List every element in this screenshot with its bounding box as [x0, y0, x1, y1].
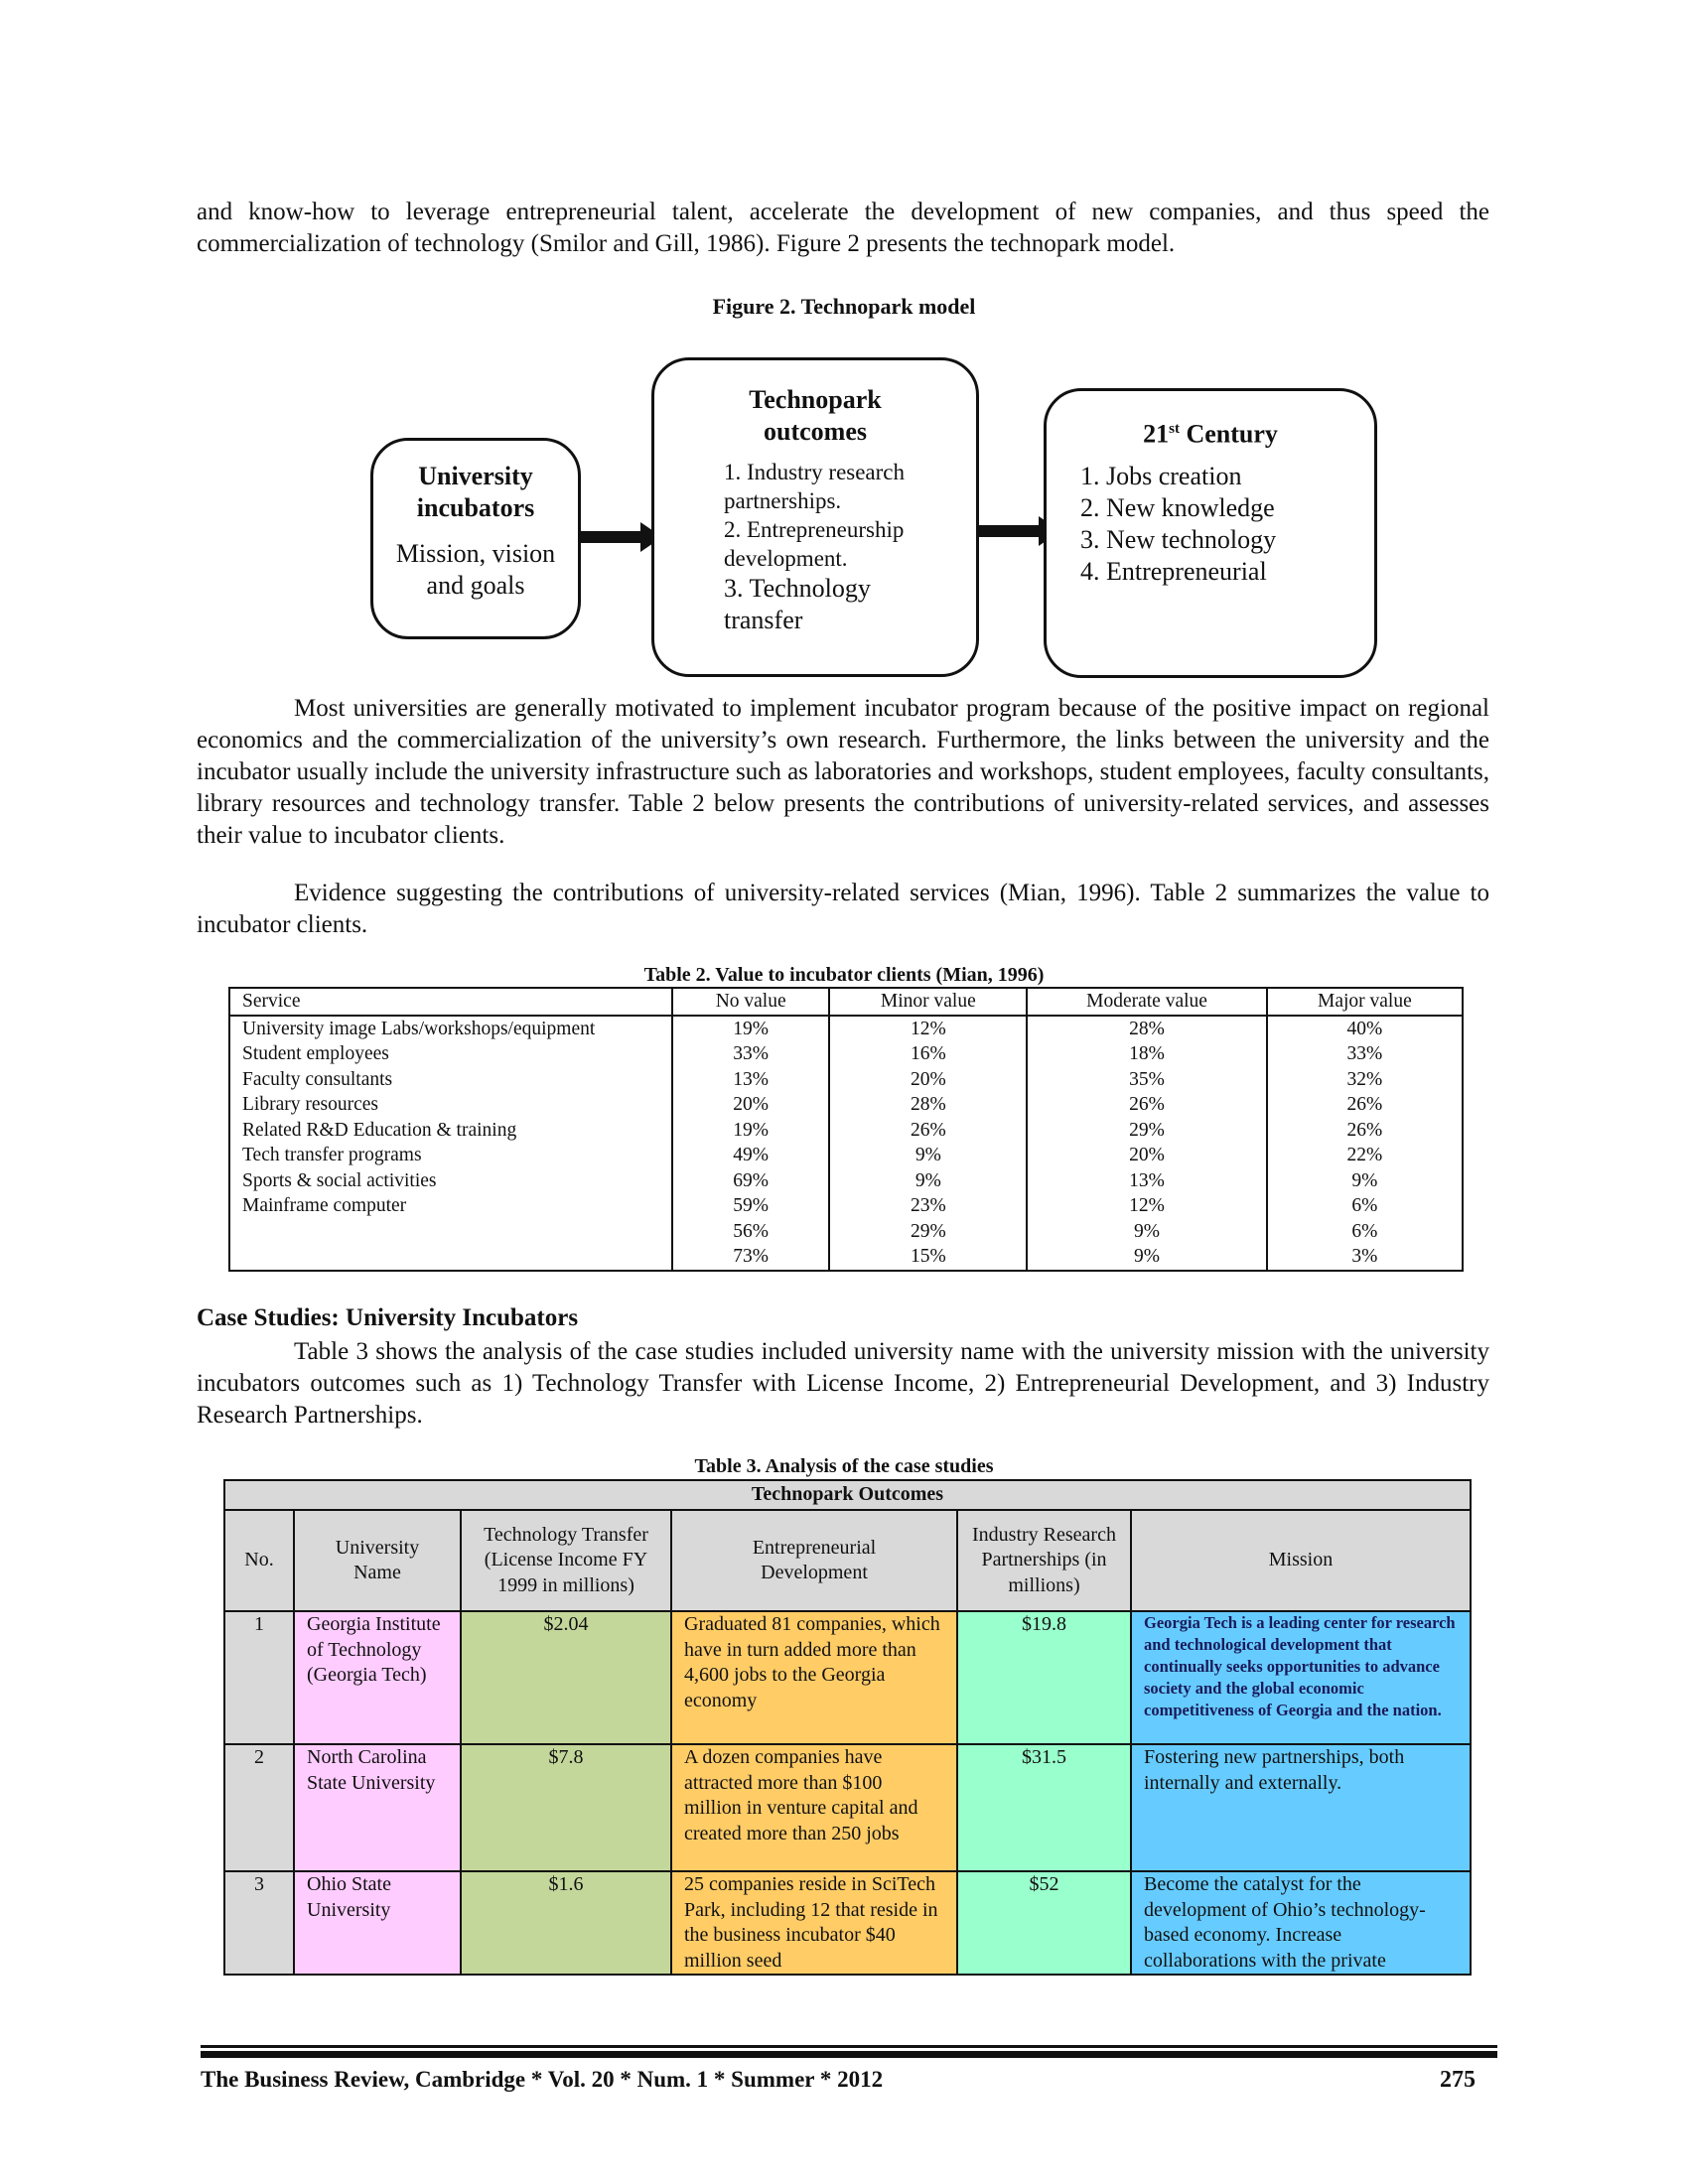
table3-cell-no: 1: [224, 1611, 294, 1744]
table2-cell-minor-value: 20%: [829, 1067, 1027, 1093]
table2-cell-minor-value: 15%: [829, 1244, 1027, 1271]
table3-header-industry: Industry Research Partnerships (in millions): [957, 1510, 1131, 1611]
table2-cell-minor-value: 28%: [829, 1092, 1027, 1118]
table3-row: [224, 1611, 1471, 1744]
paragraph-2: Most universities are generally motivated to implement incubator program because of the positive impact on regional economics and the commercialization of the university’s own research. Furthermore, the links between the university and the incubator usually include the university infrastructure such as laboratories and workshops, student employees, faculty consultants, library resources and technology transfer. Table 2 below presents the contributions of university-related services, and assesses their value to incubator clients.: [197, 695, 1489, 849]
page-number: 275: [1440, 2067, 1476, 2093]
table2-cell-no-value: 69%: [672, 1168, 829, 1194]
table2-cell-minor-value: 16%: [829, 1041, 1027, 1067]
box2-item-1: 1. Industry research partnerships.: [724, 460, 906, 513]
table2-cell-moderate-value: 12%: [1027, 1193, 1266, 1219]
table3-row: [224, 1744, 1471, 1871]
table-row: [229, 1168, 1463, 1194]
box2-title: Technopark outcomes: [749, 385, 882, 446]
box-university-incubators: [370, 438, 581, 639]
box3-item-1: 1. Jobs creation: [1080, 461, 1242, 490]
table2-cell-no-value: 33%: [672, 1041, 829, 1067]
table3-cell-tech-transfer: $1.6: [461, 1871, 671, 1975]
table2-cell-service: Faculty consultants: [229, 1067, 672, 1093]
box-technopark-outcomes: [651, 357, 979, 677]
table3-cell-industry: $31.5: [957, 1744, 1131, 1871]
table2-cell-moderate-value: 35%: [1027, 1067, 1266, 1093]
table2-cell-moderate-value: 9%: [1027, 1219, 1266, 1245]
box3-item-2: 2. New knowledge: [1080, 492, 1275, 522]
table2-cell-no-value: 20%: [672, 1092, 829, 1118]
table2-cell-major-value: 6%: [1267, 1219, 1463, 1245]
table2-cell-moderate-value: 9%: [1027, 1244, 1266, 1271]
table-row: [229, 1041, 1463, 1067]
table-row: [229, 1016, 1463, 1042]
box3-title: 21st Century: [1143, 419, 1278, 449]
footer-rule-thick: [201, 2051, 1497, 2058]
table2-header-moderate-value: Moderate value: [1027, 988, 1266, 1016]
table2-cell-minor-value: 29%: [829, 1219, 1027, 1245]
table2-header-no-value: No value: [672, 988, 829, 1016]
paragraph-3: Evidence suggesting the contributions of university-related services (Mian, 1996). Table 2 summarizes the value to incubator clients.: [197, 880, 1489, 938]
table2-cell-moderate-value: 20%: [1027, 1143, 1266, 1168]
table2-cell-major-value: 22%: [1267, 1143, 1463, 1168]
table2-cell-service: Student employees: [229, 1041, 672, 1067]
table2-cell-service: Mainframe computer: [229, 1193, 672, 1219]
table3-cell-entrepreneurial: 25 companies reside in SciTech Park, including 12 that reside in the business incubator $40 million seed: [671, 1871, 957, 1975]
table2-cell-moderate-value: 29%: [1027, 1118, 1266, 1144]
table2-cell-minor-value: 12%: [829, 1016, 1027, 1042]
table2-cell-no-value: 56%: [672, 1219, 829, 1245]
table3-cell-industry: $52: [957, 1871, 1131, 1975]
table3-header-tech-transfer: Technology Transfer (License Income FY 1999 in millions): [461, 1510, 671, 1611]
table-row: [229, 1067, 1463, 1093]
table2-body: [229, 1016, 1463, 1271]
table3-cell-university: Georgia Institute of Technology (Georgia Tech): [294, 1611, 461, 1744]
table-row: [229, 1219, 1463, 1245]
table3-cell-entrepreneurial: Graduated 81 companies, which have in turn added more than 4,600 jobs to the Georgia economy: [671, 1611, 957, 1744]
arrow-1: [579, 531, 642, 543]
table3-cell-no: 3: [224, 1871, 294, 1975]
table2-cell-minor-value: 23%: [829, 1193, 1027, 1219]
table2-cell-major-value: 9%: [1267, 1168, 1463, 1194]
table3-cell-tech-transfer: $2.04: [461, 1611, 671, 1744]
table2-cell-service: Tech transfer programs: [229, 1143, 672, 1168]
table2-cell-major-value: 26%: [1267, 1118, 1463, 1144]
table2-caption: Table 2. Value to incubator clients (Mian, 1996): [643, 964, 1045, 986]
box-21st-century: [1044, 388, 1377, 678]
table3-cell-mission: Fostering new partnerships, both internally and externally.: [1131, 1744, 1471, 1871]
table2-cell-service: Library resources: [229, 1092, 672, 1118]
table-row: [229, 1143, 1463, 1168]
table2-cell-major-value: 33%: [1267, 1041, 1463, 1067]
table2-cell-no-value: 19%: [672, 1016, 829, 1042]
table3-header-entrepreneurial: Entrepreneurial Development: [671, 1510, 957, 1611]
table2-cell-minor-value: 9%: [829, 1168, 1027, 1194]
footer-rule-thin: [201, 2045, 1497, 2048]
table-row: [229, 1193, 1463, 1219]
section-heading: Case Studies: University Incubators: [197, 1304, 579, 1331]
table2-cell-service: Sports & social activities: [229, 1168, 672, 1194]
table2-header-service: Service: [229, 988, 672, 1016]
table2-cell-no-value: 19%: [672, 1118, 829, 1144]
table2-cell-moderate-value: 26%: [1027, 1092, 1266, 1118]
arrow-2: [977, 525, 1041, 537]
table2-cell-service: [229, 1219, 672, 1245]
table3-cell-industry: $19.8: [957, 1611, 1131, 1744]
table2-cell-no-value: 49%: [672, 1143, 829, 1168]
intro-paragraph: and know-how to leverage entrepreneurial talent, accelerate the development of new companies, and thus speed the commercialization of technology (Smilor and Gill, 1986). Figure 2 presents the technopark model.: [197, 199, 1489, 257]
table3: [223, 1479, 1472, 1976]
table2-cell-moderate-value: 13%: [1027, 1168, 1266, 1194]
table3-header-university: University Name: [294, 1510, 461, 1611]
table2-cell-minor-value: 9%: [829, 1143, 1027, 1168]
box3-item-3: 3. New technology: [1080, 524, 1277, 554]
figure-caption: Figure 2. Technopark model: [712, 294, 976, 319]
table3-cell-no: 2: [224, 1744, 294, 1871]
table-row: [229, 1244, 1463, 1271]
table2-cell-major-value: 40%: [1267, 1016, 1463, 1042]
table2: [228, 987, 1464, 1272]
table3-cell-university: Ohio State University: [294, 1871, 461, 1975]
table2-cell-service: [229, 1244, 672, 1271]
table3-cell-university: North Carolina State University: [294, 1744, 461, 1871]
table3-caption: Table 3. Analysis of the case studies: [694, 1455, 994, 1477]
table3-cell-entrepreneurial: A dozen companies have attracted more than $100 million in venture capital and created more than 250 jobs: [671, 1744, 957, 1871]
box2-item-2: 2. Entrepreneurship development.: [724, 517, 905, 571]
table2-cell-no-value: 59%: [672, 1193, 829, 1219]
box1-body: Mission, vision and goals: [395, 539, 556, 600]
table3-header-mission: Mission: [1131, 1510, 1471, 1611]
table2-cell-major-value: 32%: [1267, 1067, 1463, 1093]
box1-title: University incubators: [416, 462, 535, 522]
journal-footer: The Business Review, Cambridge * Vol. 20 * Num. 1 * Summer * 2012: [201, 2067, 884, 2092]
table-row: [229, 1092, 1463, 1118]
table2-cell-moderate-value: 28%: [1027, 1016, 1266, 1042]
table3-header-no: No.: [224, 1510, 294, 1611]
table3-cell-tech-transfer: $7.8: [461, 1744, 671, 1871]
table3-cell-mission: Georgia Tech is a leading center for research and technological development that continually seeks opportunities to advance society and the global economic competitiveness of Georgia and the nation.: [1131, 1611, 1471, 1744]
table2-cell-major-value: 3%: [1267, 1244, 1463, 1271]
box2-item-3: 3. Technology transfer: [724, 574, 871, 634]
table2-cell-minor-value: 26%: [829, 1118, 1027, 1144]
table2-cell-major-value: 6%: [1267, 1193, 1463, 1219]
table2-cell-service: University image Labs/workshops/equipment: [229, 1016, 672, 1042]
table2-header-minor-value: Minor value: [829, 988, 1027, 1016]
table2-header-row: [229, 988, 1463, 1016]
table2-header-major-value: Major value: [1267, 988, 1463, 1016]
paragraph-4: Table 3 shows the analysis of the case studies included university name with the university mission with the university incubators outcomes such as 1) Technology Transfer with License Income, 2) Entrepreneurial Development, and 3) Industry Research Partnerships.: [197, 1338, 1489, 1429]
table3-row: [224, 1871, 1471, 1975]
box3-item-4: 4. Entrepreneurial: [1080, 556, 1267, 586]
table2-cell-service: Related R&D Education & training: [229, 1118, 672, 1144]
table2-cell-no-value: 13%: [672, 1067, 829, 1093]
table3-cell-mission: Become the catalyst for the development of Ohio’s technology-based economy. Increase collaborations with the private: [1131, 1871, 1471, 1975]
table-row: [229, 1118, 1463, 1144]
table2-cell-major-value: 26%: [1267, 1092, 1463, 1118]
table2-cell-no-value: 73%: [672, 1244, 829, 1271]
table2-cell-moderate-value: 18%: [1027, 1041, 1266, 1067]
table3-group-header: Technopark Outcomes: [224, 1480, 1471, 1510]
